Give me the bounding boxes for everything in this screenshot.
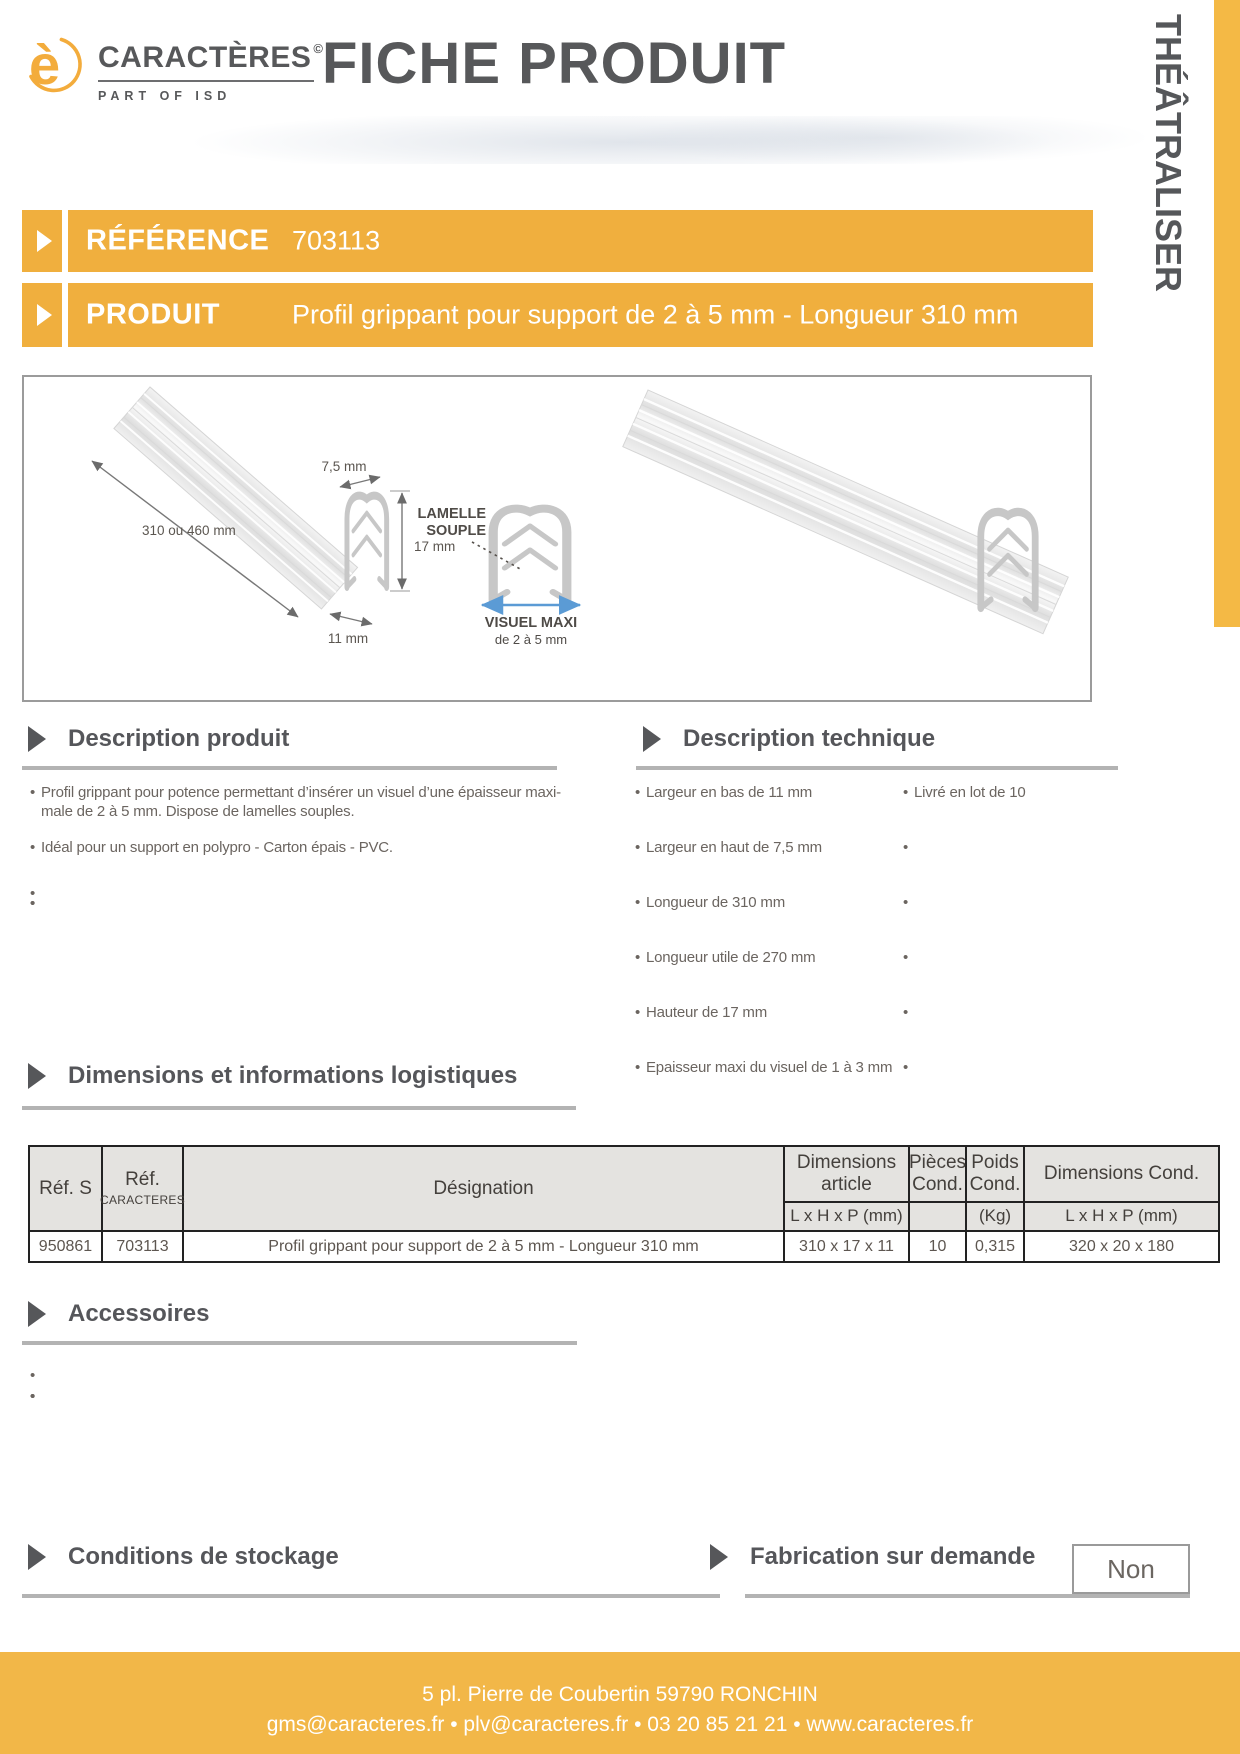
section-accessoires [28, 1300, 209, 1328]
section-title: Dimensions et informations logistiques [68, 1062, 518, 1089]
th-poids-cond: Poids Cond. (Kg) [967, 1147, 1025, 1230]
brand-name: CARACTÈRES © [98, 41, 324, 74]
section-stockage [28, 1543, 339, 1571]
section-fabrication [710, 1543, 1035, 1571]
brand-tagline: PART OF ISD [98, 89, 232, 103]
vertical-banner-label: THÉÂTRALISER [1148, 14, 1189, 292]
dim-top-label: 7,5 mm [321, 459, 367, 474]
section-arrow-icon [28, 726, 46, 752]
section-arrow-icon [710, 1544, 728, 1570]
th-dimensions-cond: Dimensions Cond. L x H x P (mm) [1025, 1147, 1218, 1230]
th-ref-caracteres: Réf. CARACTERES [103, 1147, 184, 1230]
cell-poids-cond: 0,315 [967, 1232, 1025, 1261]
cell-pieces-cond: 10 [910, 1232, 967, 1261]
side-accent-bar [1214, 0, 1240, 627]
section-title: Description technique [683, 725, 936, 752]
tech-item [903, 838, 1118, 857]
tech-item: • Longueur de 310 mm [635, 893, 903, 912]
section-title: Accessoires [68, 1300, 210, 1327]
section-title: Fabrication sur demande [750, 1543, 1036, 1570]
dim-bottom-label: 11 mm [327, 631, 369, 646]
section-arrow-icon [28, 1301, 46, 1327]
product-image-box [22, 375, 1092, 702]
tech-item [903, 948, 1118, 967]
footer-address: 5 pl. Pierre de Coubertin 59790 RONCHIN [422, 1683, 818, 1706]
section-rule [22, 1341, 577, 1345]
product-band [68, 283, 1093, 347]
section-rule [22, 766, 557, 770]
tech-item [903, 1058, 1118, 1077]
section-arrow-icon [643, 726, 661, 752]
lamelle-label-2: SOUPLE [426, 523, 486, 539]
section-logistique [28, 1062, 517, 1090]
accessoires-list [30, 1366, 578, 1387]
tech-item: • Largeur en haut de 7,5 mm [635, 838, 903, 857]
reference-value: 703113 [292, 225, 381, 256]
list-item: • Profil grippant pour potence permettant d’insérer un visuel d’une épaisseur maxi-male de 2 à 5 mm. Dispose de lamelles souples. [30, 783, 578, 821]
tech-item: • Hauteur de 17 mm [635, 1003, 903, 1022]
cell-ref-caracteres: 703113 [103, 1232, 184, 1261]
table-header-row [30, 1147, 1218, 1230]
section-title: Conditions de stockage [68, 1543, 339, 1570]
section-rule [636, 766, 1118, 770]
product-value: Profil grippant pour support de 2 à 5 mm - Longueur 310 mm [292, 299, 1019, 330]
section-rule [22, 1106, 576, 1110]
reference-label: RÉFÉRENCE [86, 224, 270, 257]
lamelle-label-1: LAMELLE [417, 506, 486, 522]
th-designation: Désignation [184, 1147, 785, 1230]
cell-dim-cond: 320 x 20 x 180 [1069, 1237, 1174, 1255]
reference-band [68, 210, 1093, 272]
table-row [30, 1230, 1218, 1261]
product-label: PRODUIT [86, 298, 220, 331]
tech-row [635, 838, 1118, 857]
description-produit-list [30, 783, 578, 894]
tech-row [635, 783, 1118, 802]
product-arrow-box [22, 283, 62, 347]
page-title: FICHE PRODUIT [322, 31, 787, 96]
tech-row [635, 948, 1118, 967]
cell-designation: Profil grippant pour support de 2 à 5 mm - Longueur 310 mm [184, 1232, 785, 1261]
reference-arrow-box [22, 210, 62, 272]
th-dimensions-article: Dimensions article L x H x P (mm) [785, 1147, 910, 1230]
header-sheen-decoration [55, 116, 1145, 164]
tech-item: • Epaisseur maxi du visuel de 1 à 3 mm [635, 1058, 903, 1077]
logo-letter: è [29, 33, 61, 96]
visuel-label-2: de 2 à 5 mm [494, 632, 568, 647]
cell-dim-article: 310 x 17 x 11 [785, 1232, 910, 1261]
tech-item [903, 893, 1118, 912]
brand-logo-icon [14, 24, 90, 102]
brand-logo [14, 24, 323, 103]
tech-item: • Largeur en bas de 11 mm [635, 783, 903, 802]
footer [0, 1652, 1240, 1754]
tech-row [635, 1003, 1118, 1022]
profile-cross-section [493, 509, 567, 600]
logistics-table [28, 1145, 1220, 1263]
dim-length-label: 310 ou 460 mm [142, 523, 236, 538]
brand-rule [98, 80, 314, 82]
section-arrow-icon [28, 1063, 46, 1089]
fabrication-value-box: Non [1072, 1544, 1190, 1594]
tech-item: • Longueur utile de 270 mm [635, 948, 903, 967]
section-description-technique [643, 725, 935, 753]
profile-bar-left [114, 387, 358, 609]
th-ref-s: Réf. S [30, 1147, 103, 1230]
section-rule [745, 1594, 1190, 1598]
description-technique-list [635, 783, 1118, 1113]
dim-height-label: 17 mm [414, 539, 456, 554]
copyright-mark: © [313, 41, 324, 56]
cell-ref-s: 950861 [30, 1232, 103, 1261]
tech-item: • Livré en lot de 10 [903, 783, 1118, 802]
section-title: Description produit [68, 725, 290, 752]
technical-drawing [24, 377, 1090, 700]
tech-row [635, 893, 1118, 912]
section-arrow-icon [28, 1544, 46, 1570]
footer-contacts: gms@caracteres.fr • plv@caracteres.fr • 03 20 85 21 21 • www.caracteres.fr [266, 1713, 974, 1736]
section-rule [22, 1594, 720, 1598]
th-pieces-cond: Pièces Cond. [910, 1147, 967, 1230]
tech-row [635, 1058, 1118, 1077]
list-item: • Idéal pour un support en polypro - Carton épais - PVC. [30, 838, 578, 857]
arrow-right-icon [37, 304, 52, 326]
tech-item [903, 1003, 1118, 1022]
visuel-label-1: VISUEL MAXI [484, 615, 578, 631]
arrow-right-icon [37, 230, 52, 252]
section-description-produit [28, 725, 289, 753]
